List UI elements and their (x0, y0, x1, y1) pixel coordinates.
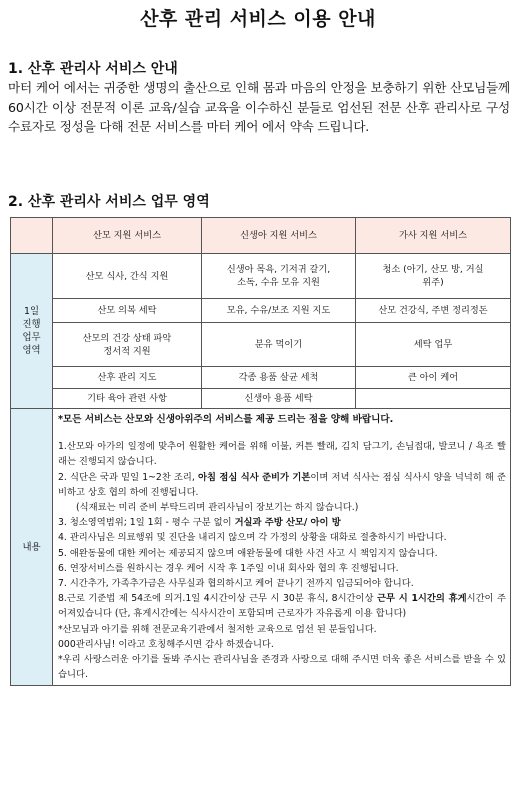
note-3-text: 3. 청소영역범위; 1일 1회 - 평수 구분 없이 (58, 517, 235, 529)
table-cell: 큰 아이 케어 (356, 367, 511, 389)
note-2-bold: 아침 점심 식사 준비가 기본 (197, 471, 311, 483)
table-row (11, 254, 511, 299)
table-header-row (11, 218, 511, 254)
notes-content (53, 409, 511, 686)
table-cell: 산모 의복 세탁 (53, 299, 202, 323)
section1-heading: 1. 산후 관리사 서비스 안내 (8, 61, 178, 77)
notes-intro: *모든 서비스는 산모와 신생아위주의 서비스를 제공 드리는 점을 양해 바랍니다. (58, 414, 394, 425)
table-row (11, 323, 511, 367)
table-cell (356, 389, 511, 409)
table-cell: 신생아 목욕, 기저귀 갈기, 소독, 수유 모유 지원 (202, 254, 356, 299)
table-row (11, 367, 511, 389)
note-2-sub: (식재료는 미리 준비 부탁드리며 관리사님이 장보기는 하지 않습니다.) (76, 502, 359, 514)
header-newborn: 신생아 지원 서비스 (202, 218, 356, 254)
note-8-bold: 근무 시 1시간의 휴게 (376, 593, 467, 605)
notes-row (11, 409, 511, 686)
table-row (11, 389, 511, 409)
table-cell: 신생아 용품 세탁 (202, 389, 356, 409)
table-cell: 산후 관리 지도 (53, 367, 202, 389)
note-2-text: 2. 식단은 국과 밑일 1~2찬 조리, (58, 471, 198, 483)
note-3 (58, 515, 506, 530)
note-6: 6. 연장서비스를 원하시는 경우 케어 시작 후 1주일 이내 회사와 협의 후 진행됩니다. (58, 562, 399, 574)
table-row (11, 299, 511, 323)
note-8-text: 8.근로 기준법 제 54조에 의거.1일 4시간이상 근무 시 30분 휴식, 8시간이상 (58, 593, 377, 605)
section2-heading: 2. 산후 관리사 서비스 업무 영역 (8, 194, 210, 210)
side-label-daily-text: 1일 진행 업무 영역 (22, 306, 41, 356)
table-cell: 기타 육아 관련 사항 (53, 389, 202, 409)
note-8-rest: 시간이 주어져있습니다 (단, 휴게시간에는 식사시간이 포함되며 근로자가 자유롭게 이용 합니다) (58, 593, 506, 620)
table-cell: 산모 건강식, 주변 정리정돈 (356, 299, 511, 323)
header-housework: 가사 지원 서비스 (356, 218, 511, 254)
note-2 (58, 470, 506, 500)
table-cell: 분유 먹이기 (202, 323, 356, 367)
section1-body: 마터 케어 에서는 귀중한 생명의 출산으로 인해 몸과 마음의 안정을 보충하기 위한 산모님들께 60시간 이상 전문적 이론 교육/실습 교육을 이수하신 분들로 엄선된 전문 산후 관리사로 구성 수료자로 정성을 다해 전문 서비스를 마터 케어 에서 약속 드립니다. (8, 80, 510, 134)
service-table (10, 217, 511, 686)
note-2-rest: 이며 저녁 식사는 점심 식사시 양을 넉넉히 해 준비하고 상호 협의 하에 진행됩니다. (58, 471, 506, 498)
note-3-bold: 거실과 주방 산모/ 아이 방 (234, 517, 341, 529)
table-cell: 산모 식사, 간식 지원 (53, 254, 202, 299)
page-title: 산후 관리 서비스 이용 안내 (140, 8, 376, 30)
table-cell: 세탁 업무 (356, 323, 511, 367)
note-4: 4. 관리사님은 의료행위 및 진단을 내리지 않으며 각 가정의 상황을 대화로 절충하시기 바랍니다. (58, 532, 447, 544)
side-label-notes: 내용 (11, 409, 53, 686)
closing-1: *산모님과 아기를 위해 전문교육기관에서 철저한 교육으로 엄선 된 분들입니다. (58, 623, 377, 635)
note-7: 7. 시간추가, 가족추가금은 사무실과 협의하시고 케어 끝나기 전까지 입금되어야 합니다. (58, 578, 414, 590)
closing-3: *우리 사랑스러운 아기를 돌봐 주시는 관리사님을 존경과 사랑으로 대해 주시면 더욱 좋은 서비스를 받을 수 있습니다. (58, 654, 506, 681)
closing-2: 000관리사님! 이라고 호칭해주시면 감사 하겠습니다. (58, 638, 274, 650)
note-5: 5. 애완동물에 대한 케어는 제공되지 않으며 애완동물에 대한 사건 사고 시 책임지지 않습니다. (58, 547, 438, 559)
note-1: 1.산모와 아가의 일정에 맞추어 원활한 케어를 위해 이불, 커튼 빨래, 김치 담그기, 손님접대, 발코니 / 욕조 빨래는 진행되지 않습니다. (58, 441, 506, 468)
table-corner (11, 218, 53, 254)
table-cell: 청소 (아기, 산모 방, 거실 위주) (356, 254, 511, 299)
table-cell: 산모의 건강 상태 파악 정서적 지원 (53, 323, 202, 367)
table-cell: 각종 용품 살균 세척 (202, 367, 356, 389)
side-label-daily (11, 254, 53, 409)
note-8 (58, 591, 506, 621)
header-mother: 산모 지원 서비스 (53, 218, 202, 254)
table-cell: 모유, 수유/보조 지원 지도 (202, 299, 356, 323)
